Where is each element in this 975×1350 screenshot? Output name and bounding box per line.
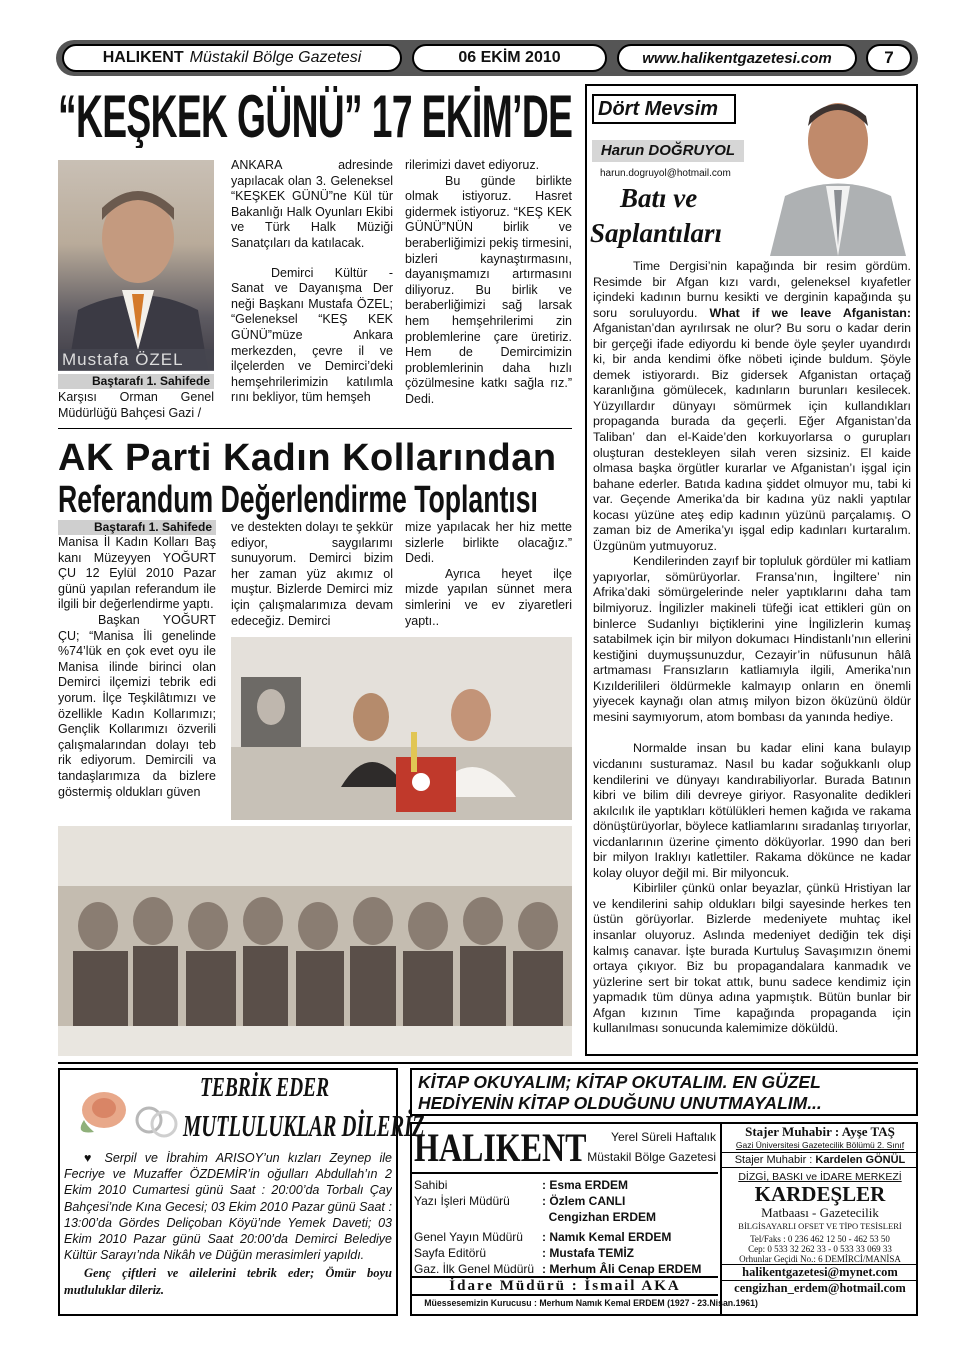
stajer1: Stajer Muhabir : Ayşe TAŞ — [745, 1124, 895, 1139]
keskek-col2-p1: ANKARA adresinde yapılacak olan 3. Geleneksel “KEŞKEK GÜNÜ”ne Kül tür Bakanlığı Halk Oyunları Ekibi ve Türk Halk Müziği Sanatçıları da katılacak. — [231, 158, 393, 250]
column-title-line1: Batı ve — [620, 183, 698, 213]
audience-illustration — [58, 826, 572, 1056]
series-label-box — [592, 94, 736, 124]
dizgi-label: DİZGİ, BASKI ve İDARE MERKEZİ — [738, 1171, 902, 1183]
keskek-col2-p2: Demirci Kültür - Sanat ve Dayanışma Der neği Başkanı Mustafa ÖZEL; “Geleneksel “KEŞ KEK GÜNÜ”müze Ankara merkezden, çevre il ve ilçelerden ve Demirci’deki hemşehrilerimizin katılımla rını bekliyor, tüm hemşeh — [231, 265, 393, 405]
kitap-line1: KİTAP OKUYALIM; KİTAP OKUTALIM. EN GÜZEL — [418, 1072, 821, 1092]
keskek-col2 — [231, 158, 393, 416]
heart-icon: ♥ — [84, 1151, 97, 1165]
column-p2: Kendilerinden zayıf bir topluluk gördüler mi katliam yapıyorlar, sömürüyorlar. Fransa’nın, İngiltere’ nin Afrika’daki sömürgelerinde neler yaptıklarını daha tam bilmiyoruz. İngilizler makineli tüfeği icat ettikleri gün on binlerce Sudanlıyı biçtiklerini yine İngilizlerin kumaş satabilmek için bir milyon dokumacı Hindistanlı’nın ellerini kestiğini duymuşsunuzdur, Cezayir’in nüfusunun hâlâ artmaması Fransızların katliamıyla ilgili, Amerika’nın Kızılderilileri öldürmekle kalmayıp onların en önemli yiyecek kaynağı olan atmış milyon bizon öküzünü öldür mesini saymıyorum, atom bombası da yanında hediye. — [593, 554, 911, 724]
column-p1-b: What if we leave Afganistan: — [709, 305, 911, 320]
keskek-headline: “KEŞKEK GÜNÜ” 17 EKİM’DE — [58, 86, 573, 148]
column-p1 — [593, 259, 911, 554]
meeting-photo-officials — [231, 637, 572, 820]
paper-name-pill — [62, 44, 402, 72]
author-email: harun.dogruyol@hotmail.com — [600, 168, 731, 179]
officials-illustration — [231, 637, 572, 820]
founder-line: Müessesemizin Kurucusu : Merhum Namık Kemal ERDEM (1927 - 23.Nisan.1961) — [424, 1298, 758, 1309]
akparti-headline2: Referandum Değerlendirme Toplantısı — [58, 480, 538, 520]
masthead-row: Sayfa Editörü : Mustafa TEMİZ — [414, 1246, 634, 1260]
masthead-row: Genel Yayın Müdürü : Namık Kemal ERDEM — [414, 1230, 672, 1244]
contact-email1[interactable]: halikentgazetesi@mynet.com — [722, 1264, 918, 1280]
masthead-row: Gaz. İlk Genel Müdürü : Merhum Âli Cenap ERDEM — [414, 1262, 702, 1276]
author-name-box — [592, 140, 744, 162]
idare-bar — [412, 1276, 718, 1296]
masthead-row: Sahibi : Esma ERDEM — [414, 1178, 629, 1192]
section-divider — [58, 428, 572, 429]
portrait-illustration — [58, 160, 214, 370]
stajer2 — [722, 1152, 918, 1168]
contact-email2[interactable]: cengizhan_erdem@hotmail.com — [722, 1280, 918, 1296]
date-pill — [412, 44, 607, 72]
keskek-col1: Karşısı Orman Genel Müdürlüğü Bahçesi Gazi / — [58, 390, 214, 420]
kitap-box — [410, 1068, 918, 1116]
column-body — [593, 259, 911, 1052]
tebrik-body-box — [64, 1150, 392, 1310]
masthead-right — [720, 1122, 918, 1316]
mustafa-ozel-photo — [58, 160, 214, 370]
mustafa-ozel-caption: Mustafa ÖZEL — [62, 350, 184, 369]
akparti-headline1: AK Parti Kadın Kollarından — [58, 437, 557, 479]
masthead-row: Yazı İşleri Müdürü : Özlem CANLI — [414, 1194, 626, 1208]
akparti-col3 — [405, 520, 572, 630]
masthead-sub2: Müstakil Bölge Gazetesi — [587, 1150, 716, 1164]
paper-subtitle: Müstakil Bölge Gazetesi — [189, 49, 362, 66]
author-name: Harun DOĞRUYOL — [600, 142, 736, 159]
issue-date: 06 EKİM 2010 — [458, 49, 561, 66]
printer-name: KARDEŞLER — [754, 1182, 886, 1206]
meeting-photo-audience — [58, 826, 572, 1056]
masthead-sub1: Yerel Süreli Haftalık — [611, 1130, 716, 1144]
akparti-col3-p2: Ayrıca heyet ilçe mizde yapılan sünnet mera simlerini ve ev ziyaretleri yaptı.. — [405, 566, 572, 628]
tebrik-closing: Genç çiftleri ve ailelerini tebrik eder; Ömür boyu mutluluklar dileriz. — [64, 1266, 392, 1297]
akparti-col1-p2: Başkan YOĞURT ÇU; “Manisa İli genelinde %74’lük en çok evet oyu ile Manisa ilinde birinci olan Demirci ilçemizi tebrik edi yorum. İlçe Teşkilâtımızı ve özellikle Kadın Kollarımızı; Gençlik Kollarımızı özverili çalışmalarından dolayı teb rik ediyorum. Demircili va tandaşlarımıza da bizlere göstermiş oldukları güven — [58, 612, 216, 799]
tebrik-body: Serpil ve İbrahim ARISOY’un kızları Zeynep ile Fecriye ve Muzaffer ÖZDEMİR’in oğulları Abdullah’ın 2 Ekim 2010 Cumartesi günü Saat : 20:00’da Torbalı Çay Bahçesi’nde Kına Gecesi; 03 Ekim 2010 Pazar günü Saat : 13:00’da Gördes Deliçoban Köyü’nde Yemek Daveti; 03 Ekim 2010 Pazar günü Saat 20:00’da Demirci Belediye Kültür Sarayı’nda Nikâh ve Düğün merasimleri yapıldı. — [64, 1151, 392, 1263]
page-number-pill — [866, 44, 912, 72]
printer-cep: Cep: 0 533 32 262 33 - 0 533 33 069 33 — [748, 1244, 892, 1254]
stajer2-name: Kardelen GÖNÜL — [815, 1154, 906, 1166]
website-url: www.halikentgazetesi.com — [642, 49, 832, 67]
masthead-row: Cengizhan ERDEM — [542, 1210, 657, 1224]
akparti-col1-p1: Manisa İl Kadın Kolları Baş kanı Müzeyyen YOĞURT ÇU 12 Eylül 2010 Pazar günü yapılan referandum ile ilgili bir değerlendirme yaptı. — [58, 535, 216, 612]
tebrik-title1: TEBRİK EDER — [200, 1072, 330, 1102]
keskek-col3 — [405, 158, 572, 416]
series-label: Dört Mevsim — [598, 98, 719, 120]
akparti-continued: Baştarafı 1. Sahifede — [58, 520, 216, 535]
column-p4: Kibirliler çünkü onlar beyazlar, çünkü Hristiyan lar ve kendilerini sahip oldukları bilgi sayesinde herkes ten üstün görüyorlar. Bizlerde medeniyete muhtaç ikel insanlar oluyoruz. Aslında medeniyet dediğin tek dişi kalmış canavar. İşte burada Kurtuluş Savaşımızın önemi ortaya çıkıyor. Biz bu propagandalara kanmadık ve yüzlerine sert bir tokat attık, bunu sadece kendimiz için yapmadık tüm dünya adına yapmıştık. Bütün bunlar bir Afgan kızının Time kapağında propaganda için kullanılması sonucunda kalemimize döküldü. — [593, 881, 911, 1036]
column-p1-c: Afganistan’dan ayrılırsak ne olur? Bu soru o kadar derin bir gerçeği ifade ediyordu ki bende öyle şeyler uyandırdı ki, bir anda kendimi öfke nöbeti içinde buldum. Şöyle demek istiyorardı. Biz gidersek Afganistan ortaçağ karanlığına gömülecek, kadınların burunları kesilecek. Yüzyıllardır dünyayı sömürmek için kullandıkları propaganda burada da geçerli. Eğer Afganistan’da Taliban’ dan el-Kaide’den korkuyorlarsa o gurupları oluşturan destekleyen silah veren sizsiniz. El kaide olmasa başka örgütler kurarlar ve Afganistan’ı işgal için bahane ederler. Batıda kadına şiddet olmuyor mu, tabi ki var. Geçende Amerika’da bir kadına yüz nakli yaptılar kocası yüzüne ateş edip kadının yüzünü parçalamış. O zaman biz de Amerika’yı işgal edip kadınları kurtaralım. Üzgünüm yutmuyoruz. — [593, 321, 911, 553]
stajer2-label: Stajer Muhabir : — [734, 1154, 813, 1166]
column-title-line2: Saplantıları — [590, 218, 723, 248]
url-pill — [617, 44, 857, 72]
printer-sub2: BİLGİSAYARLI OFSET VE TİPO TESİSLERİ — [738, 1221, 902, 1231]
printer-sub: Matbaası - Gazetecilik — [761, 1205, 879, 1220]
mustafa-ozel-caption-bar — [58, 349, 214, 371]
keskek-continued: Baştarafı 1. Sahifede — [58, 374, 214, 389]
keskek-col3-p1: rilerimizi davet ediyoruz. — [405, 158, 540, 172]
akparti-col2: ve destekten dolayı te şekkür ediyor, saygılarımı sunuyorum. Demirci bizim her zaman yüz akımız ol muştur. Bizlerde Demirci miz için çalışmalarımıza devam edeceğiz. Demirci — [231, 520, 393, 628]
akparti-col1 — [58, 535, 216, 820]
masthead-name: HALIKENT — [414, 1125, 587, 1170]
column-p3: Normalde insan bu kadar elini kana bulayıp vicdanını susturamaz. Nasıl bu kadar soğukkanlı olup kendilerini ve dünyayı kandırabiliyorlar. Burada Batının kibri ve bilim dili devreye giriyor. Rasyonalite dedikleri akılcılık ile yaptıkları kötülükleri hemen kağıda ve rakama dönüştürüyorlar, böylece katliamlarını sıradanlaş tırıyorlar, vicdanlarının üzerine çimento döküyorlar. 1990 dan beri bir milyon Iraklıyı katlettiler. Rakama dökünce ne kadar kolay oluyor değil mi. Bir milyoncuk. — [593, 741, 911, 880]
printer-address: Orhunlar Geçidi No.: 6 DEMİRCİ/MANİSA — [739, 1254, 901, 1264]
author-portrait-illustration — [760, 86, 916, 256]
kitap-line2: HEDİYENİN KİTAP OLDUĞUNU UNUTMAYALIM... — [418, 1093, 822, 1113]
printer-tel: Tel/Faks : 0 236 462 12 50 - 462 53 50 — [750, 1234, 890, 1244]
rose-rings-icon — [64, 1080, 184, 1150]
column-p1-a: Time Dergisi’nin kapağında bir resim gördüm. Resimde bir Afgan kızı vardı, geleneksel kıyafetler içindeki kadının burnu kesikti ve derginin kapağında şu soru soruluyordu. — [593, 259, 911, 320]
akparti-headline1-box — [58, 436, 572, 480]
keskek-col3-p2: Bu günde birlikte olmak istiyoruz. Hasret gidermek istiyoruz. “KEŞ KEK GÜNÜ”NÜN birlik ve beraberliğimizi pekiş tirmesini, bizleri kaynaştırmasını, dayanışmamızı artırmasını diliyoruz. Bu birlik ve beraberliğimizi sağ larsak hem hemşehrilerimi zin problemlerine çare üretiriz. Hem de Demircimizin problemlerinin daha hızlı çözülmesine katkı sağla rız.” Dedi. — [405, 173, 572, 406]
bottom-divider — [58, 1062, 918, 1064]
tebrik-title2: MUTLULUKLAR DİLERİZ — [183, 1108, 425, 1143]
masthead-rule — [412, 1172, 718, 1174]
masthead-rows — [414, 1178, 718, 1276]
akparti-col3-p1: mize yapılacak her hiz mette sizlerle birlikte olacağız.” Dedi. — [405, 520, 572, 566]
paper-name: HALIKENT — [102, 49, 184, 66]
keskek-headline-box — [58, 86, 578, 148]
akparti-headline2-box — [58, 480, 572, 520]
stajer1-school: Gazi Üniversitesi Gazetecilik Bölümü 2. Sınıf — [735, 1140, 905, 1150]
author-photo — [760, 86, 916, 256]
idare-muduru: İdare Müdürü : İsmail AKA — [449, 1278, 681, 1294]
page-number: 7 — [884, 48, 894, 67]
